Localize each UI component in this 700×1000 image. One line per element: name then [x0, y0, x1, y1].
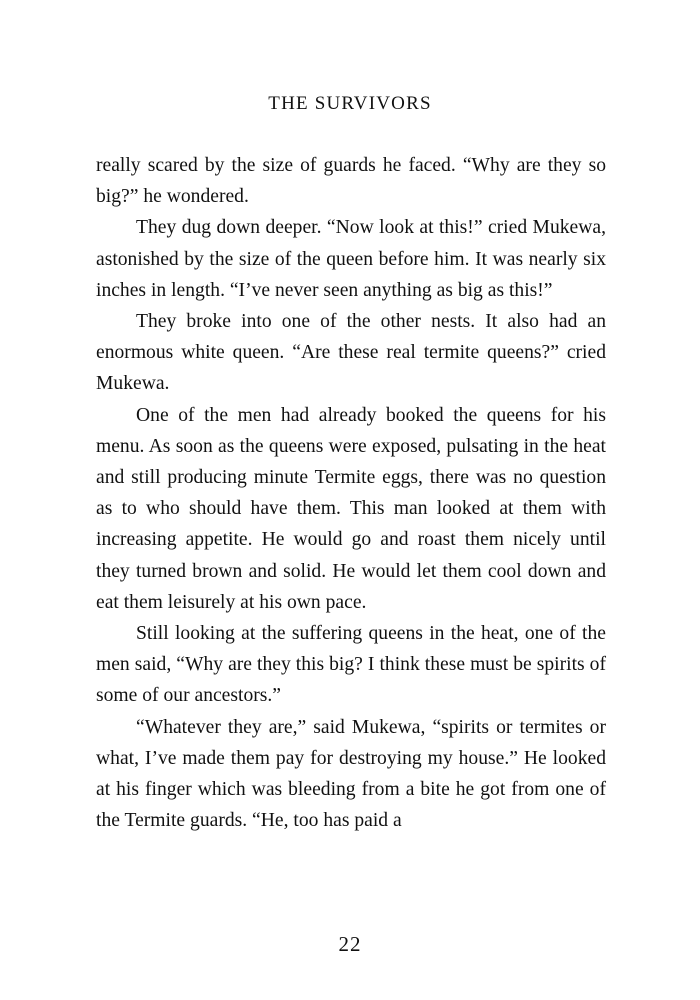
- paragraph-continued: really scared by the size of guards he faced. “Why are they so big?” he wondered.: [96, 155, 606, 208]
- paragraph: Still looking at the suffering queens in the heat, one of the men said, “Why are they this big? I think these must be spirits of some of our ancestors.”: [96, 623, 606, 707]
- paragraph: They broke into one of the other nests. It also had an enormous white queen. “Are these real termite queens?” cried Mukewa.: [96, 311, 606, 395]
- paragraph: “Whatever they are,” said Mukewa, “spirits or termites or what, I’ve made them pay for destroying my house.” He looked at his finger which was bleeding from a bite he got from one of the Termite guards. “He, too has paid a: [96, 716, 606, 832]
- page-number: 22: [338, 932, 362, 956]
- paragraph: They dug down deeper. “Now look at this!” cried Mukewa, astonished by the size of the queen before him. It was nearly six inches in length. “I’ve never seen anything as big as this!”: [96, 217, 606, 301]
- running-header-title: THE SURVIVORS: [268, 93, 432, 114]
- paragraph: One of the men had already booked the queens for his menu. As soon as the queens were exposed, pulsating in the heat and still producing minute Termite eggs, there was no question as to who should have them. This man looked at them with increasing appetite. He would go and roast them nicely until they turned brown and solid. He would let them cool down and eat them leisurely at his own pace.: [96, 404, 606, 613]
- body-text: [96, 150, 606, 836]
